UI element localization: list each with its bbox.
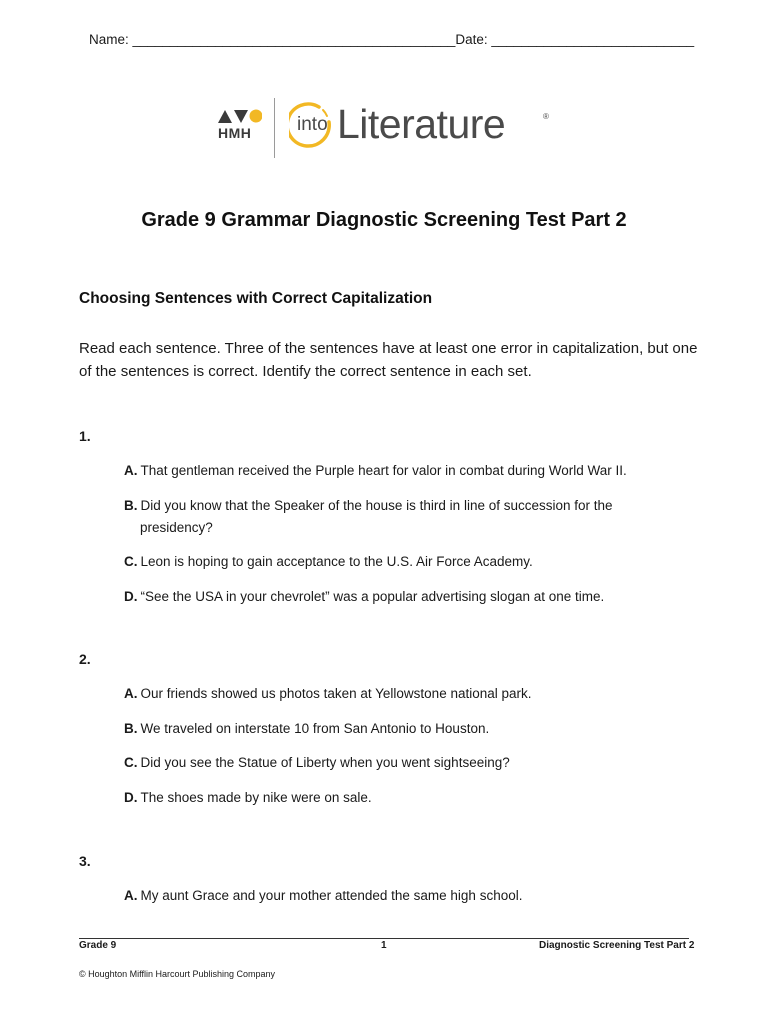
answer-option [124, 551, 684, 573]
option-text: We traveled on interstate 10 from San Antonio to Houston. [140, 721, 490, 736]
option-text: Leon is hoping to gain acceptance to the U.S. Air Force Academy. [140, 554, 533, 569]
question-number: 2. [79, 651, 91, 667]
option-text: That gentleman received the Purple heart for valor in combat during World War II. [140, 463, 627, 478]
answer-option [124, 787, 684, 809]
option-text: The shoes made by nike were on sale. [140, 790, 372, 805]
answer-option [124, 495, 684, 539]
answer-option [124, 885, 684, 907]
copyright-notice: © Houghton Mifflin Harcourt Publishing Company [79, 969, 276, 979]
answer-option [124, 718, 684, 740]
into-wordmark: into [297, 114, 328, 135]
option-text: Did you see the Statue of Liberty when you went sightseeing? [140, 755, 510, 770]
hmh-into-literature-logo [216, 98, 556, 160]
option-letter: A. [124, 463, 138, 478]
option-letter: A. [124, 888, 138, 903]
hmh-wordmark: HMH [218, 125, 252, 141]
question-number: 3. [79, 853, 91, 869]
footer-test-name: Diagnostic Screening Test Part 2 [539, 940, 695, 951]
logo-divider [274, 98, 275, 158]
section-heading: Choosing Sentences with Correct Capitalization [79, 290, 433, 307]
option-letter: D. [124, 589, 138, 604]
footer-page-number: 1 [381, 940, 387, 951]
option-letter: B. [124, 498, 138, 513]
literature-wordmark: Literature [337, 101, 506, 147]
hmh-shapes-icon [218, 108, 262, 124]
option-text: My aunt Grace and your mother attended the same high school. [140, 888, 523, 903]
instructions-paragraph: Read each sentence. Three of the sentences have at least one error in capitalization, but one of the sentences is correct. Identify the correct sentence in each set. [79, 340, 698, 380]
answer-option [124, 460, 684, 482]
footer-grade: Grade 9 [79, 940, 117, 951]
option-text: Our friends showed us photos taken at Yellowstone national park. [140, 686, 532, 701]
option-text: “See the USA in your chevrolet” was a popular advertising slogan at one time. [140, 589, 605, 604]
name-date-line: Name: ___________________________________________Date: ___________________________ [89, 32, 695, 47]
option-letter: D. [124, 790, 138, 805]
answer-option [124, 752, 684, 774]
answer-option [124, 683, 684, 705]
option-letter: C. [124, 755, 138, 770]
footer-rule [79, 938, 689, 939]
answer-option [124, 586, 684, 608]
question-number: 1. [79, 428, 91, 444]
option-text-continuation: presidency? [140, 520, 213, 535]
option-letter: B. [124, 721, 138, 736]
option-letter: A. [124, 686, 138, 701]
registered-mark: ® [543, 112, 549, 121]
document-title: Grade 9 Grammar Diagnostic Screening Test Part 2 [141, 209, 627, 231]
option-letter: C. [124, 554, 138, 569]
option-text: Did you know that the Speaker of the house is third in line of succession for the [140, 498, 613, 513]
